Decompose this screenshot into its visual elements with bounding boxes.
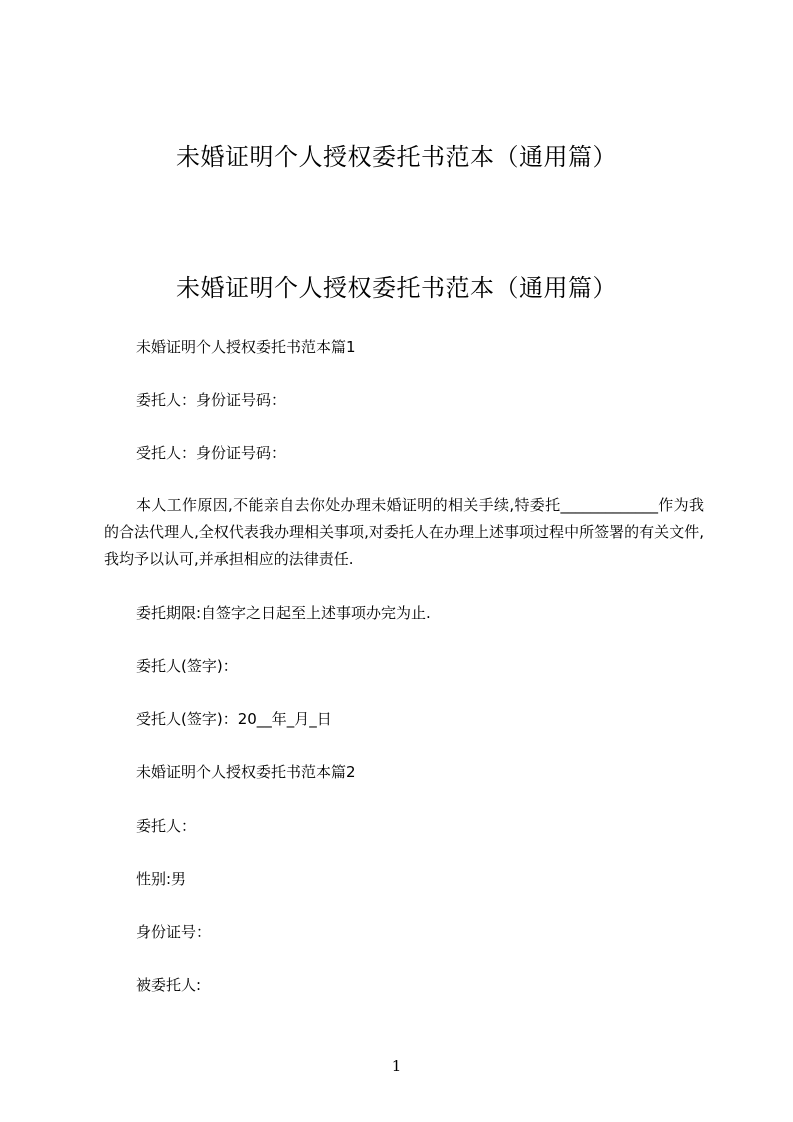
section2-id-line: 身份证号： [136,923,212,941]
main-title: 未婚证明个人授权委托书范本（通用篇） [176,274,617,302]
principal-id-line: 委托人：身份证号码： [136,391,287,409]
page-number: 1 [391,1057,402,1075]
authorization-paragraph: 本人工作原因,不能亲自去你处办理未婚证明的相关手续,特委托_____________作为我的合法代理人,全权代表我办理相关事项,对委托人在办理上述事项过程中所签署的有关文件,我均予以认可,并承担相应的法律责任. [104,496,704,568]
section1-heading: 未婚证明个人授权委托书范本篇1 [136,338,356,356]
section2-heading: 未婚证明个人授权委托书范本篇2 [136,763,356,781]
agent-signature-date-line: 受托人(签字)：20__年_月_日 [136,710,332,728]
section2-entrusted-line: 被委托人: [136,976,202,994]
authorization-term: 委托期限:自签字之日起至上述事项办完为止. [136,604,431,622]
section2-gender-line: 性别:男 [136,870,187,888]
section2-principal-line: 委托人： [136,817,197,835]
principal-signature-line: 委托人(签字)： [136,657,238,675]
cover-title: 未婚证明个人授权委托书范本（通用篇） [176,143,617,171]
agent-id-line: 受托人：身份证号码： [136,444,287,462]
